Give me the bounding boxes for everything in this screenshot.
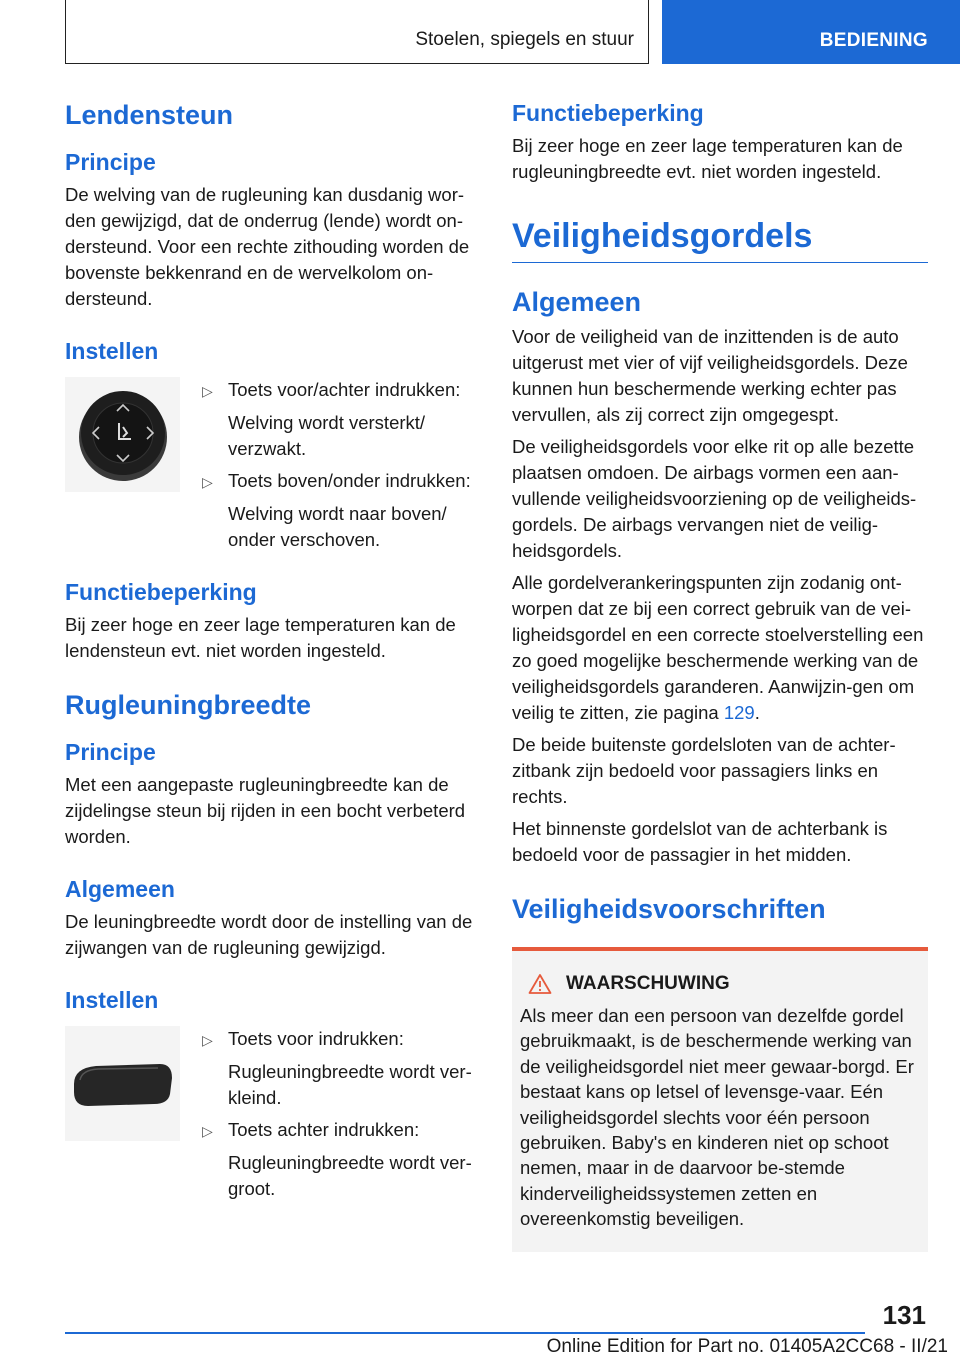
list-item: ▷ Toets voor/achter indrukken: — [202, 377, 477, 404]
list-item-result: Rugleuningbreedte wordt ver-groot. — [228, 1152, 472, 1199]
list-item-result: Rugleuningbreedte wordt ver-kleind. — [228, 1061, 472, 1108]
triangle-right-icon: ▷ — [202, 383, 213, 399]
triangle-right-icon: ▷ — [202, 474, 213, 490]
subtitle-principe-2: Principe — [65, 739, 156, 765]
width-button-photo — [65, 1026, 180, 1141]
left-column — [65, 100, 477, 1202]
header-section-tab[interactable]: BEDIENING — [662, 0, 960, 64]
text-algemeen: De leuningbreedte wordt door de instelling van de zijwangen van de rugleuning gewijzigd. — [65, 911, 473, 958]
text-functiebeperking-2: Bij zeer hoge en zeer lage temperaturen kan de rugleuningbreedte evt. niet worden ingesteld. — [512, 135, 903, 182]
warning-text: Als meer dan een persoon van dezelfde gordel gebruikmaakt, is de beschermende werking van de veiligheidsgordel niet meer gewaar-borgd. Er bestaat kans op letsel of levensge-vaar. Eén veiligheidsgordel slechts voor één persoon gebruiken. Baby's en kinderen niet op schoot nemen, maar in de daarvoor be-stemde kinderveiligheidssystemen zetten en overeenkomstig beveiligen. — [520, 1005, 914, 1230]
section-title-rugleuningbreedte: Rugleuningbreedte — [65, 690, 312, 720]
text-gordels-5: Het binnenste gordelslot van de achterbank is bedoeld voor de passagier in het midden. — [512, 818, 888, 865]
bullet-list-2 — [202, 1020, 477, 1202]
lumbar-switch-photo — [65, 377, 180, 492]
text-gordels-1: Voor de veiligheid van de inzittenden is de auto uitgerust met vier of vijf veiligheidsgordels. Deze kunnen hun beschermende werking echter pas vervullen, als zij correct zijn omgegespt. — [512, 326, 908, 425]
chapter-title-veiligheidsgordels: Veiligheidsgordels — [512, 217, 928, 263]
text-functiebeperking: Bij zeer hoge en zeer lage temperaturen kan de lendensteun evt. niet worden ingesteld. — [65, 614, 456, 661]
subtitle-principe: Principe — [65, 149, 156, 175]
section-title-algemeen: Algemeen — [512, 287, 642, 317]
subtitle-instellen-1: Instellen — [65, 338, 159, 364]
warning-box — [512, 947, 928, 1252]
text-gordels-2: De veiligheidsgordels voor elke rit op alle bezette plaatsen omdoen. De airbags vormen een aan-vullende veiligheidsvoorziening op de veiligheids-gordels. De airbags vervangen niet de veilig-heidsgordels. — [512, 436, 917, 561]
right-column — [512, 100, 928, 1252]
text-gordels-3: Alle gordelverankeringspunten zijn zodanig ont-worpen dat ze bij een correct gebruik van de vei-ligheidsgordel en een correcte stoelverstelling een zo goed mogelijke beschermende werking van de veiligheidsgordels garanderen. Aanwijzin-gen om veilig te zitten, zie pagina 129. — [512, 572, 924, 723]
bullet-list-1 — [202, 371, 477, 553]
instellen-block-1 — [65, 371, 477, 553]
header-chapter: Stoelen, spiegels en stuur — [65, 0, 649, 64]
warning-header: WAARSCHUWING — [520, 973, 920, 995]
warning-triangle-icon — [528, 973, 552, 995]
page-link-129[interactable]: 129 — [723, 702, 755, 723]
list-item: ▷ Toets voor indrukken: — [202, 1026, 477, 1053]
footer-edition: Online Edition for Part no. 01405A2CC68 - II/21 — [546, 1336, 948, 1357]
list-item: ▷ Toets achter indrukken: — [202, 1117, 477, 1144]
subtitle-algemeen: Algemeen — [65, 876, 175, 902]
subtitle-functiebeperking-2: Functiebeperking — [512, 100, 704, 126]
width-button-icon — [68, 1054, 178, 1114]
section-title-veiligheidsvoorschriften: Veiligheidsvoorschriften — [512, 894, 826, 924]
text-principe: De welving van de rugleuning kan dusdanig wor-den gewijzigd, dat de onderrug (lende) wordt on-dersteund. Voor een rechte zithouding worden de bovenste bekkenrand en de wervelkolom on-dersteund. — [65, 184, 470, 309]
subtitle-functiebeperking: Functiebeperking — [65, 579, 257, 605]
page-number: 131 — [882, 1300, 926, 1330]
triangle-right-icon: ▷ — [202, 1032, 213, 1048]
lumbar-switch-icon — [75, 387, 171, 483]
triangle-right-icon: ▷ — [202, 1123, 213, 1139]
section-title-lendensteun: Lendensteun — [65, 100, 234, 130]
subtitle-instellen-2: Instellen — [65, 987, 159, 1013]
text-gordels-4: De beide buitenste gordelsloten van de achter-zitbank zijn bedoeld voor passagiers links en rechts. — [512, 734, 896, 807]
list-item-result: Welving wordt versterkt/ verzwakt. — [228, 412, 426, 459]
list-item: ▷ Toets boven/onder indrukken: — [202, 468, 477, 495]
list-item-result: Welving wordt naar boven/ onder verschoven. — [228, 503, 447, 550]
footer-divider — [65, 1332, 865, 1334]
instellen-block-2 — [65, 1020, 477, 1202]
text-principe-2: Met een aangepaste rugleuningbreedte kan de zijdelingse steun bij rijden in een bocht verbeterd worden. — [65, 774, 466, 847]
